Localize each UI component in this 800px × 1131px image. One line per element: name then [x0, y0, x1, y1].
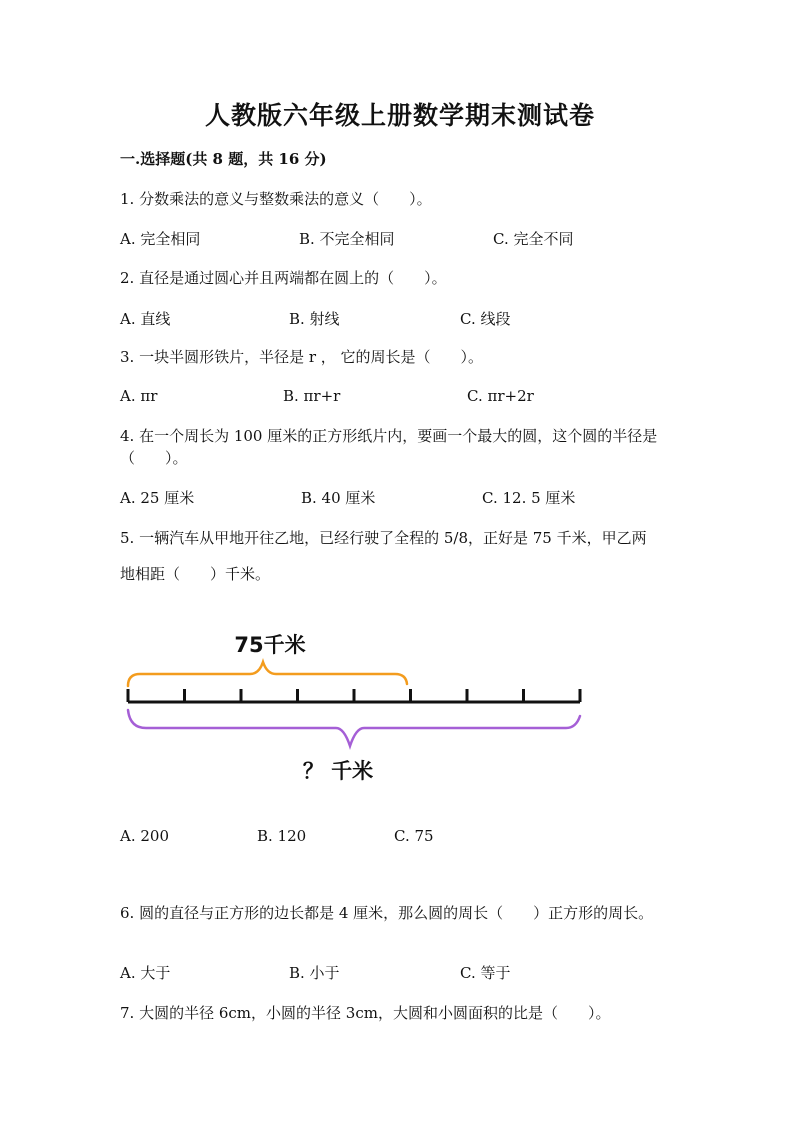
q2-option-c: C. 线段: [460, 310, 511, 328]
q5-option-a: A. 200: [120, 827, 169, 845]
diagram-top-label: 75千米: [234, 633, 306, 657]
q3-option-a: A. πr: [120, 387, 158, 405]
q2-option-a: A. 直线: [120, 310, 171, 328]
total-distance-brace: [128, 710, 580, 746]
q4-option-c: C. 12. 5 厘米: [482, 489, 576, 507]
q3-option-c: C. πr+2r: [467, 387, 534, 405]
q1-option-b: B. 不完全相同: [299, 230, 395, 248]
number-line: [128, 689, 580, 702]
section-heading: 一.选择题(共 8 题，共 16 分): [120, 150, 327, 168]
q4-option-b: B. 40 厘米: [301, 489, 376, 507]
q1-option-c: C. 完全不同: [493, 230, 574, 248]
q6-option-b: B. 小于: [289, 964, 340, 982]
question-5-line-2: 地相距（ ）千米。: [120, 565, 271, 583]
question-7: 7. 大圆的半径 6cm，小圆的半径 3cm，大圆和小圆面积的比是（ ）。: [120, 1004, 611, 1022]
q3-option-b: B. πr+r: [283, 387, 341, 405]
q6-option-c: C. 等于: [460, 964, 511, 982]
known-distance-brace: [128, 662, 407, 686]
question-3: 3. 一块半圆形铁片，半径是 r ， 它的周长是（ ）。: [120, 348, 484, 366]
q1-option-a: A. 完全相同: [120, 230, 201, 248]
page-title: 人教版六年级上册数学期末测试卷: [204, 101, 595, 130]
q5-option-b: B. 120: [257, 827, 307, 845]
q6-option-a: A. 大于: [120, 964, 171, 982]
diagram-bottom-label: ？ 千米: [302, 759, 374, 783]
distance-diagram: [110, 620, 600, 790]
question-5-line-1: 5. 一辆汽车从甲地开往乙地，已经行驶了全程的 5/8，正好是 75 千米，甲乙两: [120, 529, 647, 547]
q2-option-b: B. 射线: [289, 310, 340, 328]
q5-option-c: C. 75: [394, 827, 434, 845]
question-1: 1. 分数乘法的意义与整数乘法的意义（ ）。: [120, 190, 432, 208]
q4-option-a: A. 25 厘米: [120, 489, 195, 507]
question-6: 6. 圆的直径与正方形的边长都是 4 厘米，那么圆的周长（ ）正方形的周长。: [120, 904, 654, 922]
question-4: 4. 在一个周长为 100 厘米的正方形纸片内，要画一个最大的圆，这个圆的半径是（ ）。: [120, 427, 658, 467]
question-2: 2. 直径是通过圆心并且两端都在圆上的（ ）。: [120, 269, 447, 287]
